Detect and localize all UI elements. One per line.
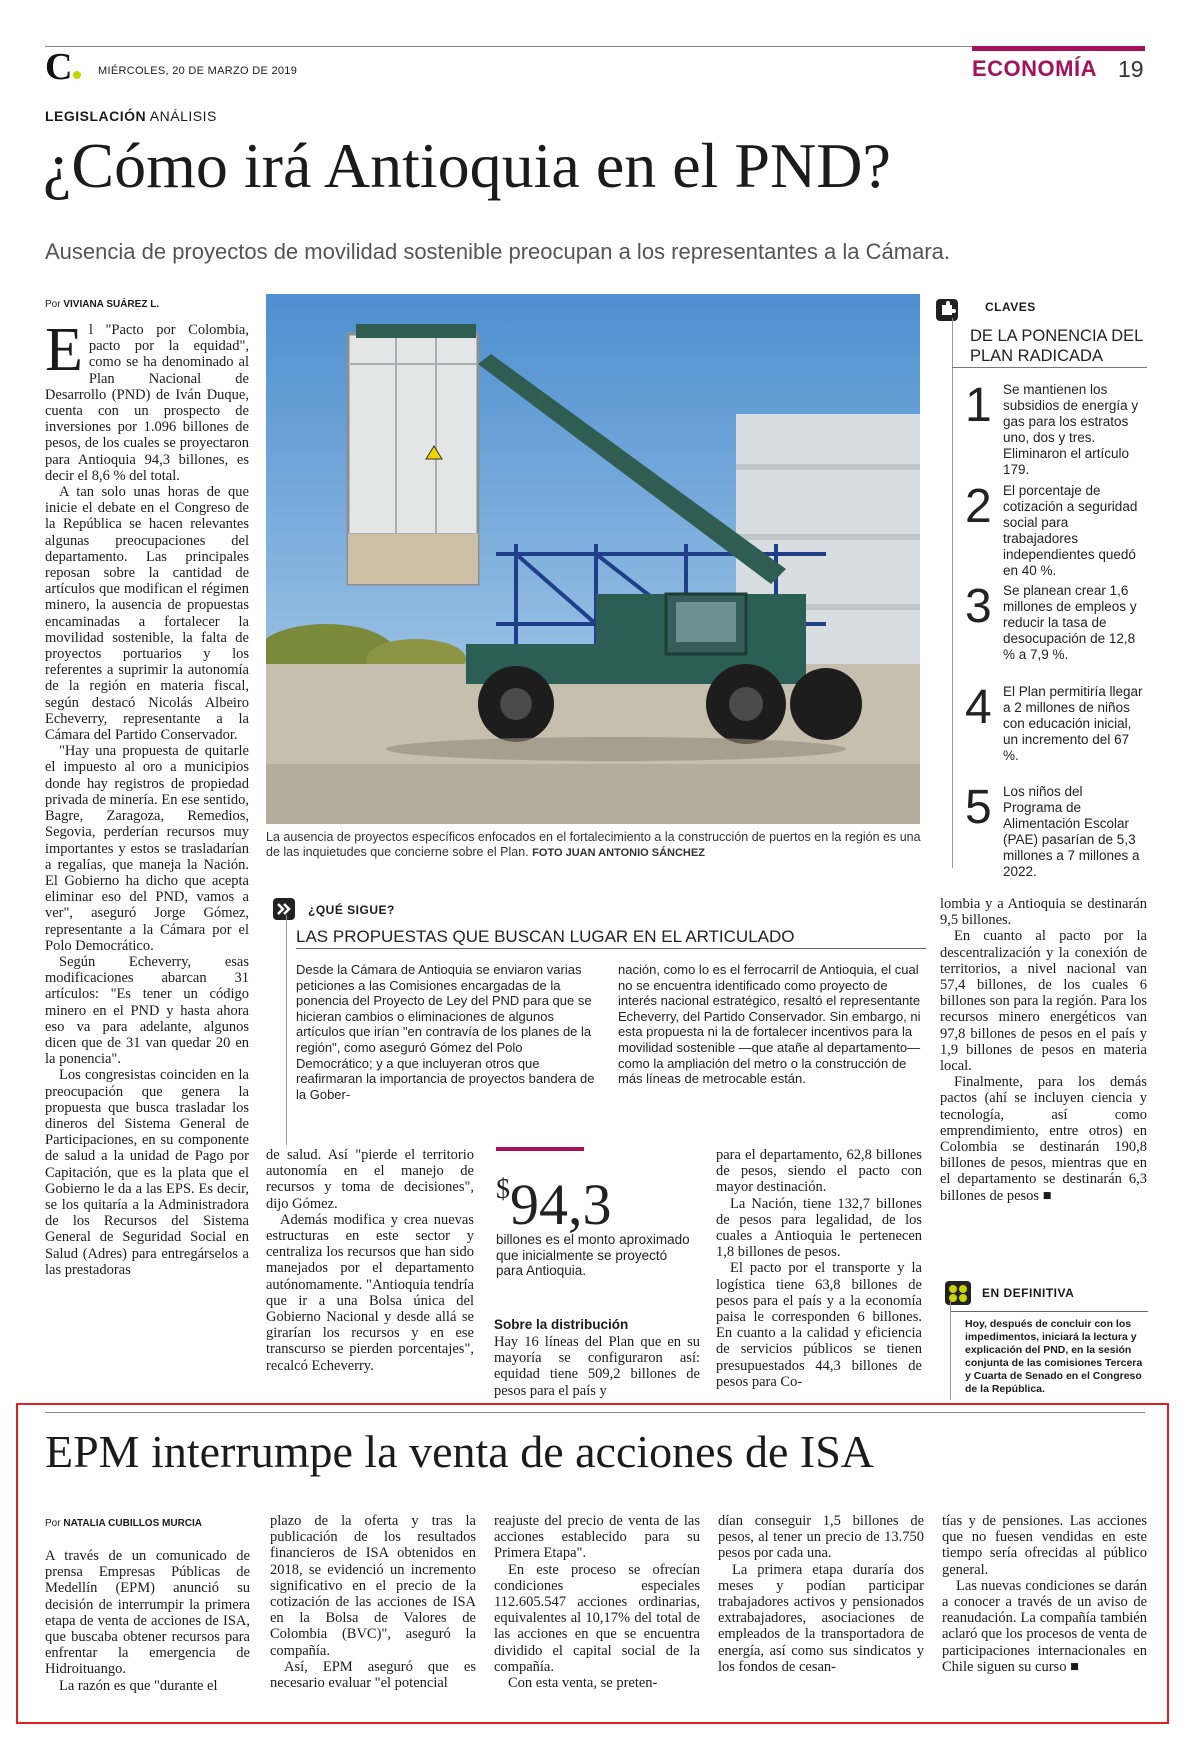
en-definitiva-label: EN DEFINITIVA [982, 1286, 1075, 1300]
clave-number-5: 5 [965, 781, 992, 834]
section-name: ECONOMÍA [972, 56, 1097, 81]
photo-credit: FOTO JUAN ANTONIO SÁNCHEZ [532, 847, 705, 859]
kicker [45, 108, 217, 124]
que-sigue-rule [296, 948, 926, 949]
puzzle-icon [944, 1280, 972, 1311]
kicker-rest: ANÁLISIS [149, 108, 217, 124]
en-definitiva-text: Hoy, después de concluir con los impedimentos, iniciará la lectura y explicación del PND, en la sesión conjunta de las comisiones Tercera y Cuarta de Senado en el Congreso de la República. [965, 1318, 1143, 1395]
article2-column-2: plazo de la oferta y tras la publicación de los resultados financieros de ISA obtenidos en 2018, se evidenció un incremento significativo en el precio de la cotización de las acciones de ISA en la Bolsa de Valores de Colombia (BVC)", aseguró la compañía. Así, EPM aseguró que es necesario evaluar "el potencial [270, 1513, 476, 1692]
claves-title: DE LA PONENCIA DEL PLAN RADICADA [970, 327, 1143, 365]
article2-headline: EPM interrumpe la venta de acciones de ISA [45, 1426, 875, 1477]
article2-column-3: reajuste del precio de venta de las acciones establecido para su Primera Etapa". En este proceso se ofrecían condiciones especiales 112.605.547 acciones ordinarias, equivalentes al 10,17% del total de las acciones en que se encuentra dividido el capital social de la compañía. Con esta venta, se preten- [494, 1513, 700, 1692]
headline: ¿Cómo irá Antioquia en el PND? [43, 130, 891, 201]
subheadline: Ausencia de proyectos de movilidad sostenible preocupan a los representantes a la Cámara. [45, 239, 950, 264]
issue-date: MIÉRCOLES, 20 DE MARZO DE 2019 [98, 65, 298, 77]
en-definitiva-rule [950, 1311, 1148, 1312]
que-sigue-text-1: Desde la Cámara de Antioquia se enviaron varias peticiones a las Comisiones encargadas de la ponencia del Proyecto de Ley del PND para que se hicieran cambios o eliminaciones de algunos artículos que irían "en contravía de los planes de la región", como aseguró Gómez del Polo Democrático; y a que incluyeran otros que reafirmaran la importancia de proyectos bandera de la Gober- [296, 962, 595, 1102]
kicker-bold: LEGISLACIÓN [45, 108, 147, 124]
article-column-4: para el departamento, 62,8 billones de pesos, siendo el pacto con mayor destinación. La Nación, tiene 132,7 billones de pesos para legalidad, de los cuales a Antioquia le pertenecen 1,8 billones de pesos. El pacto por el transporte y la logística tiene 63,8 billones de pesos para el país y a la economía paisa le corresponden 6 billones. En cuanto a la calidad y eficiencia de servicios públicos se tienen presupuestados 44,3 billones de pesos para Co- [716, 1147, 922, 1390]
newspaper-logo: C [45, 48, 81, 86]
clave-text-5: Los niños del Programa de Alimentación Escolar (PAE) pasarían de 5,3 millones a 7 millones a 2022. [1003, 784, 1140, 879]
clave-text-1: Se mantienen los subsidios de energía y gas para los estratos uno, dos y tres. Eliminaron el artículo 179. [1003, 382, 1139, 477]
article2-column-1: A través de un comunicado de prensa Empresas Públicas de Medellín (EPM) anunció su decisión de interrumpir la primera etapa de venta de acciones de ISA, que buscaba obtener recursos para enfrentar la emergencia de Hidroituango. La razón es que "durante el [45, 1548, 250, 1694]
que-sigue-title: LAS PROPUESTAS QUE BUSCAN LUGAR EN EL ARTICULADO [296, 927, 795, 946]
article-column-1: El "Pacto por Colombia, pacto por la equidad", como se ha denominado al Plan Nacional de Desarrollo (PND) de Iván Duque, cuenta con un prospecto de inversiones por 1.096 billones de pesos, de los cuales se proyectaron para Antioquia 94,3 billones, es decir el 8,6 % del total. A tan solo unas horas de que inicie el debate en el Congreso de la República se hacen relevantes algunas preocupaciones del departamento. Las principales reposan sobre la cantidad de artículos que modifican el régimen minero, la ausencia de propuestas encaminadas a fortalecer la movilidad sostenible, la falta de proyectos portuarios y los referentes a suprimir la autonomía de la región en materia fiscal, según destacó Nicolás Albeiro Echeverry, representante a la Cámara del Partido Conservador. "Hay una propuesta de quitarle el impuesto al oro a municipios donde hay registros de propiedad privada de minería. En ese sentido, Bagre, Zaragoza, Remedios, Segovia, perderían recursos muy importantes y estos se trasladarían a regalías, que maneja la Nación. El Gobierno ha dicho que acepta eliminar eso del PND, vamos a ver", aseguró Jorge Gómez, representante a la Cámara por el Polo Democrático. Según Echeverry, esas modificaciones abarcan 31 artículos: "Es tener un código minero en el PND y hasta ahora eso va para adelante, algunos dicen que de 31 van quedar 20 en la ponencia". Los congresistas coinciden en la preocupación que genera la propuesta que busca trasladar los dineros del Sistema General de Participaciones, en su componente de salud a la unidad de Pago por Capitación, que es la plata que el Gobierno le da a las EPS. Es decir, se los quitaría a la Administradora de los Recursos del Sistema General de Seguridad Social en Salud (Adres) para entregárselos a las prestadoras [45, 316, 249, 1278]
que-sigue-label: ¿QUÉ SIGUE? [308, 903, 395, 917]
article-column-2: de salud. Así "pierde el territorio autonomía en el manejo de recursos y toma de decisiones", dijo Gómez. Además modifica y crea nuevas estructuras en este sector y centraliza los recursos que han sido manejados por el departamento autónomamente. "Antioquia tendría que ir a una Bolsa única del Gobierno Nacional y desde allá se girarían los recursos y en ese transcurso se pierden porcentajes", recalcó Echeverry. [266, 1147, 474, 1374]
article2-rule [45, 1412, 1145, 1413]
article2-column-4: dían conseguir 1,5 billones de pesos, al tener un precio de 13.750 pesos por cada una. La primera etapa duraría dos meses y podían participar trabajadores activos y pensionados extrabajadores, asociaciones de empleados de la transportadora de energía, así como sus sindicatos y los fondos de cesan- [718, 1513, 924, 1675]
news-photo [266, 294, 920, 824]
dropcap: E [45, 316, 83, 384]
clave-number-4: 4 [965, 681, 992, 734]
que-sigue-border [286, 915, 287, 1145]
que-sigue-text-2: nación, como lo es el ferrocarril de Antioquia, el cual no se encuentra identificado como proyecto de interés nacional estratégico, resaltó el representante Echeverry, del Partido Conservador. Sin embargo, ni esta propuesta ni la de fortalecer incentivos para la movilidad sostenible —que atañe al departamento— como la ampliación del metro o la construcción de más líneas de metrocable están. [618, 962, 921, 1087]
stat-accent-bar [496, 1147, 584, 1151]
article2-column-5: tías y de pensiones. Las acciones que no fuesen vendidas en este tiempo sería ofrecidas al público general. Las nuevas condiciones se darán a conocer a través de un aviso de reanudación. La compañía también aclaró que los procesos de venta de participaciones internacionales en Chile siguen su curso ■ [942, 1513, 1147, 1675]
claves-border [952, 318, 953, 868]
stat-value: $94,3 [496, 1172, 612, 1237]
clave-number-2: 2 [965, 480, 992, 533]
clave-number-1: 1 [965, 379, 992, 432]
photo-caption: La ausencia de proyectos específicos enfocados en el fortalecimiento a la construcción de puertos en la región es una de las inquietudes que concierne sobre el Plan. FOTO JUAN ANTONIO SÁNCHEZ [266, 830, 921, 859]
double-chevron-icon [272, 897, 296, 926]
article2-byline: Por NATALIA CUBILLOS MURCIA [45, 1518, 203, 1529]
container-crane-photo [266, 294, 920, 824]
claves-rule [952, 367, 1147, 368]
stat-description: billones es el monto aproximado que inicialmente se proyectó para Antioquia. [496, 1232, 690, 1278]
logo-dot [73, 71, 81, 79]
clave-text-4: El Plan permitiría llegar a 2 millones de niños con educación inicial, un incremento del 67 %. [1003, 684, 1143, 763]
article-column-5: lombia y a Antioquia se destinarán 9,5 billones. En cuanto al pacto por la descentralización y la conexión de territorios, a nivel nacional van 57,4 billones, de los cuales 6 billones son para la región. Para los recursos minero energéticos van 97,8 billones de pesos en el país y 1,9 billones de pesos en materia local. Finalmente, para los demás pactos (ahí se incluyen ciencia y tecnología, así como emprendimiento, entre otros) en Colombia se destinarán 190,8 billones de pesos, mientras que en el departamento se destinarán 6,3 billones de pesos ■ [940, 896, 1147, 1204]
section-accent-bar [972, 46, 1145, 51]
clave-text-3: Se planean crear 1,6 millones de empleos y reducir la tasa de desocupación de 12,8 % a 7,9 %. [1003, 583, 1137, 662]
byline: Por VIVIANA SUÁREZ L. [45, 299, 160, 310]
en-definitiva-border [950, 1300, 951, 1400]
section-subtitle: Sobre la distribución [494, 1317, 629, 1332]
clave-number-3: 3 [965, 580, 992, 633]
page-number: 19 [1118, 56, 1144, 82]
claves-label: CLAVES [985, 300, 1036, 314]
puzzle-icon [935, 298, 959, 327]
article-column-3: Hay 16 líneas del Plan que en su mayoría se configuraron así: equidad tiene 509,2 billones de pesos para el país y [494, 1334, 700, 1399]
clave-text-2: El porcentaje de cotización a seguridad social para trabajadores independientes quedó en 40 %. [1003, 483, 1138, 578]
